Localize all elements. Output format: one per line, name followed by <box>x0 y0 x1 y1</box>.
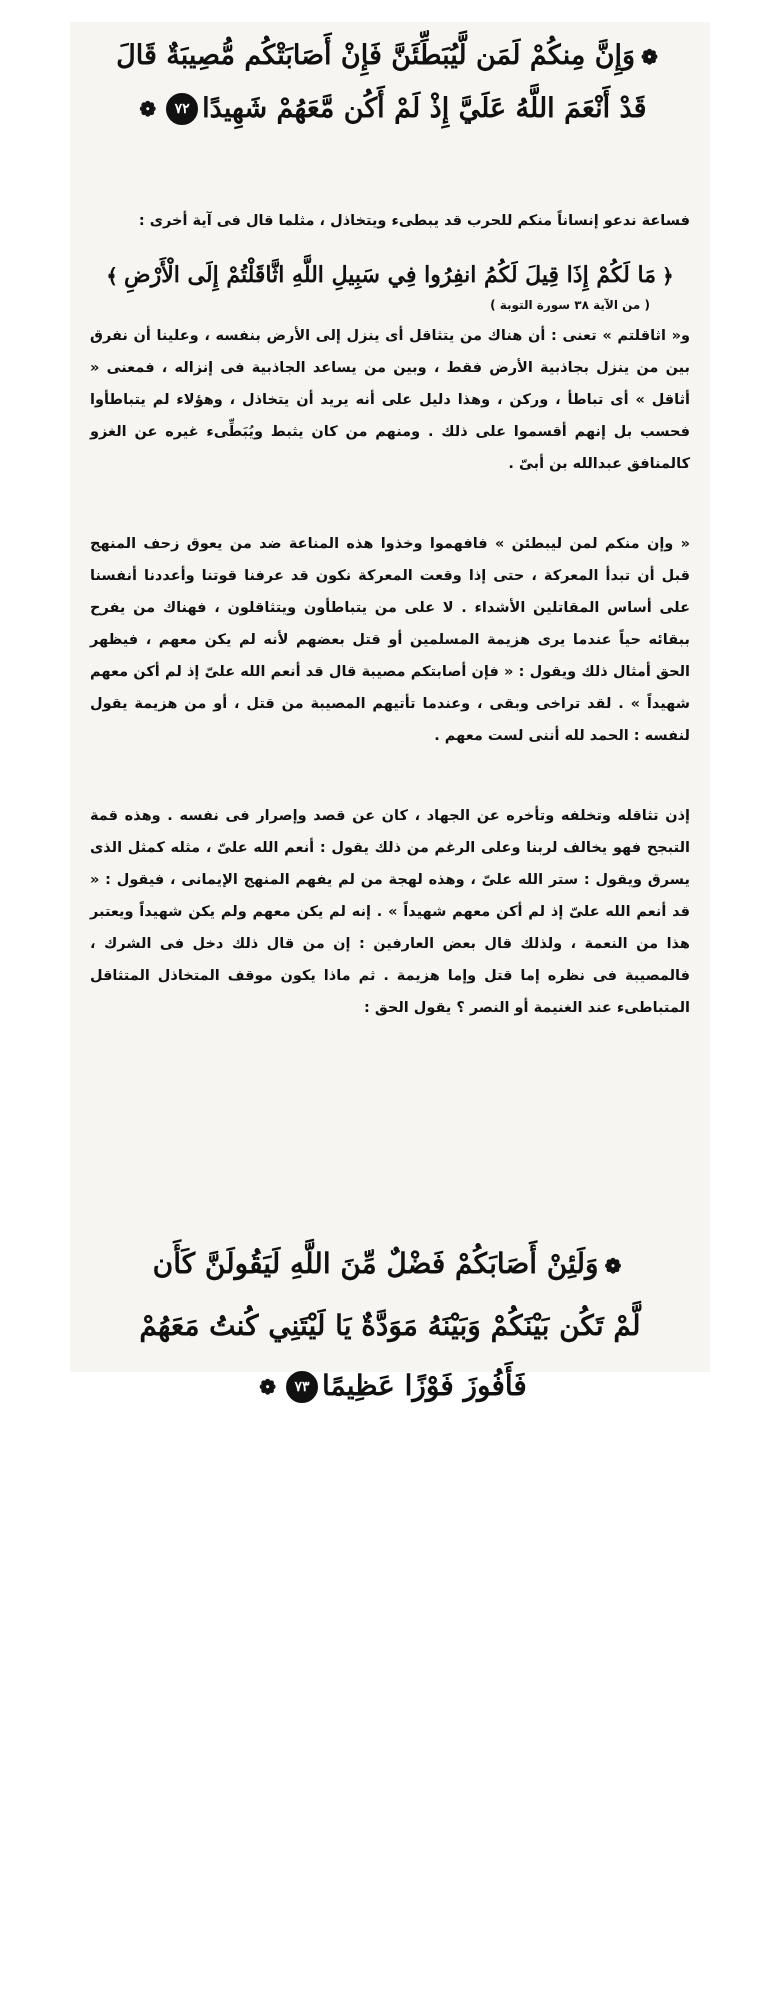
verse-top-line-1 <box>90 30 690 83</box>
verse-reference: ( من الآية ٣٨ سورة التوبة ) <box>490 298 650 312</box>
quoted-verse <box>90 255 690 296</box>
page-content <box>90 30 690 1417</box>
verse-top <box>90 30 690 135</box>
ornament-open-icon: ❁ <box>641 44 658 69</box>
paragraph-2: « وإن منكم لمن ليبطئن » فافهموا وخذوا هذه المناعة ضد من يعوق زحف المنهج قبل أن تبدأ المعركة ، حتى إذا وقعت المعركة نكون قد عرفنا قوتنا وأعددنا أنفسنا على أساس المقاتلين الأشداء . لا على من يتباطأون ويتثاقلون ، فهناك من يفرح ببقائه حياً عندما يرى هزيمة المسلمين أو قتل بعضهم لأنه لم يكن معهم ، فيظهر الحق أمثال ذلك ويقول : « فإن أصابتكم مصيبة قال قد أنعم الله علىّ إذ لم أكن معهم شهيداً » . لقد تراخى وبقى ، وعندما تأتيهم المصيبة من قتل ، أو من هزيمة يقول لنفسه : الحمد لله أننى لست معهم . <box>90 536 690 744</box>
verse-number: ٧٢ <box>166 93 198 125</box>
verse-bottom-line-2-text: لَّمْ تَكُن بَيْنَكُمْ وَبَيْنَهُ مَوَدَّةٌ يَا لَيْتَنِي كُنتُ مَعَهُمْ <box>139 1308 641 1342</box>
ornament-close-icon: ❁ <box>139 97 157 121</box>
bracket-close-icon: ﴾ <box>106 264 118 288</box>
ornament-open-icon: ❁ <box>604 1253 622 1278</box>
verse-top-line-1-text: وَإِنَّ مِنكُمْ لَمَن لَّيُبَطِّئَنَّ فَإِنْ أَصَابَتْكُم مُّصِيبَةٌ قَالَ <box>116 40 636 71</box>
bracket-open-icon: ﴿ <box>661 264 674 288</box>
verse-top-line-2 <box>90 83 690 136</box>
verse-number: ٧٣ <box>286 1371 318 1403</box>
paragraph-3: إذن تثاقله وتخلفه وتأخره عن الجهاد ، كان عن قصد وإصرار فى نفسه . وهذه قمة التبجح فهو يخالف لربنا وعلى الرغم من ذلك يقول : أنعم الله علىّ ، مثله كمثل الذى يسرق ويقول : ستر الله علىّ ، وهذه لهجة من لم يفهم المنهج الإيمانى ، فيقول : « قد أنعم الله علىّ إذ لم أكن معهم شهيداً » . إنه لم يكن معهم ولم يكن شهيداً ويعتبر هذا من النعمة ، ولذلك قال بعض العارفين : إن من قال ذلك دخل فى الشرك ، فالمصيبة فى نظره إما قتل وإما هزيمة . ثم ماذا يكون موقف المتخاذل المتثاقل المتباطىء عند الغنيمة أو النصر ؟ يقول الحق : <box>90 808 690 1016</box>
verse-bottom-line-3-text: فَأَفُوزَ فَوْزًا عَظِيمًا <box>321 1368 527 1402</box>
verse-bottom-line-2 <box>90 1296 690 1356</box>
intro-paragraph: فساعة ندعو إنساناً منكم للحرب قد يبطىء ويتخاذل ، مثلما قال فى آية أخرى : <box>138 213 690 229</box>
verse-bottom <box>90 1234 690 1417</box>
verse-bottom-line-3 <box>90 1356 690 1418</box>
quoted-verse-text: مَا لَكُمْ إِذَا قِيلَ لَكُمُ انفِرُوا فِي سَبِيلِ اللَّهِ اثَّاقَلْتُمْ إِلَى الْأَرْضِ <box>124 262 656 288</box>
verse-bottom-line-1 <box>90 1234 690 1296</box>
ornament-close-icon: ❁ <box>259 1375 276 1399</box>
verse-bottom-line-1-text: وَلَئِنْ أَصَابَكُمْ فَضْلٌ مِّنَ اللَّهِ لَيَقُولَنَّ كَأَن <box>152 1247 599 1280</box>
paragraph-1: و« اثاقلتم » تعنى : أن هناك من يتثاقل أى ينزل إلى الأرض بنفسه ، وعلينا أن نفرق بين من ينزل بجاذبية الأرض فقط ، وبين من يساعد الجاذبية فى إنزاله ، فمعنى « أثاقل » أى تباطأ ، وركن ، وهذا دليل على أنه يريد أن يتخاذل ، وهؤلاء لم يتباطأوا فحسب بل إنهم أقسموا على ذلك . ومنهم من كان يثبط ويُبَطِّىء غيره عن الغزو كالمنافق عبدالله بن أبىّ . <box>90 328 690 472</box>
verse-top-line-2-text: قَدْ أَنْعَمَ اللَّهُ عَلَيَّ إِذْ لَمْ أَكُن مَّعَهُمْ شَهِيدًا <box>202 92 647 124</box>
